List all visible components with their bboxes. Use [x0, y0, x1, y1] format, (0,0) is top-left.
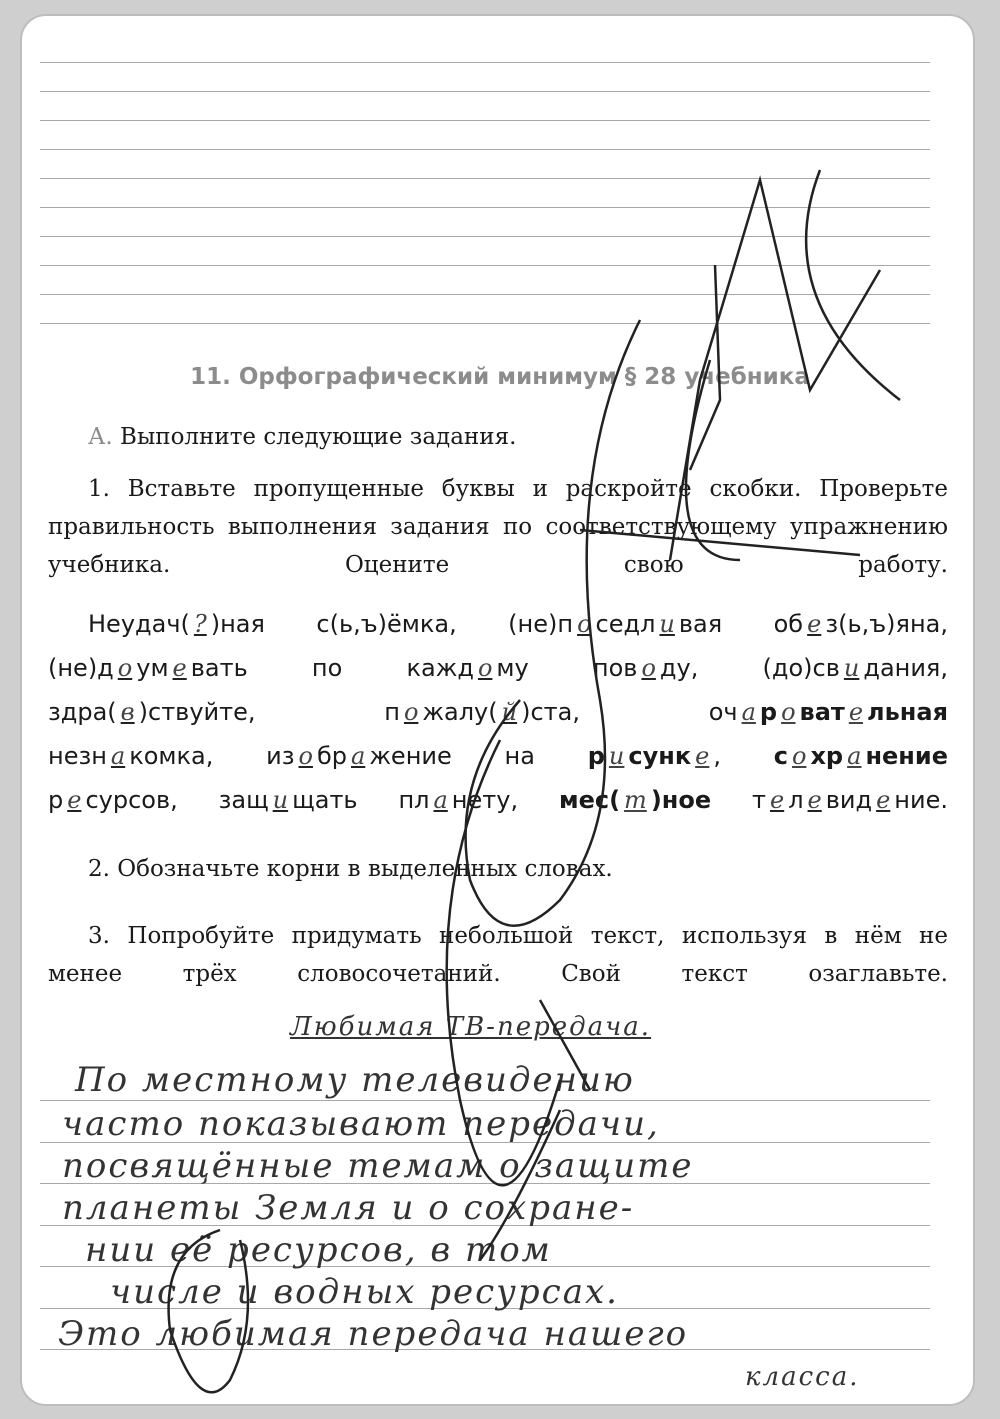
- ruled-line: [40, 265, 930, 266]
- handwritten-letter: е: [807, 786, 822, 814]
- handwritten-letter: е: [770, 786, 785, 814]
- handwritten-letter: и: [843, 654, 860, 682]
- printed-text: )ста, оч: [521, 698, 738, 726]
- handwritten-letter: и: [272, 786, 289, 814]
- printed-text: л: [788, 786, 804, 814]
- printed-text: льная: [867, 698, 948, 726]
- part-a-text: Выполните следующие задания.: [120, 424, 517, 450]
- printed-text: вая об: [678, 610, 804, 638]
- handwritten-line: посвящённые темам о защите: [62, 1146, 694, 1186]
- printed-text: нету,: [451, 786, 559, 814]
- printed-text: щать пл: [292, 786, 430, 814]
- printed-text: сунк: [628, 742, 692, 770]
- handwritten-letter: е: [876, 786, 891, 814]
- ruled-line: [40, 207, 930, 208]
- handwritten-letter: о: [117, 654, 133, 682]
- ruled-line: [40, 62, 930, 63]
- printed-text: р: [759, 698, 778, 726]
- printed-text: дания,: [863, 654, 948, 682]
- printed-text: ,: [713, 742, 774, 770]
- printed-text: з(ь,ъ)яна,: [825, 610, 949, 638]
- handwritten-letter: е: [807, 610, 822, 638]
- exercise-line: [48, 778, 948, 822]
- handwritten-letter: а: [741, 698, 756, 726]
- handwritten-letter: е: [172, 654, 187, 682]
- printed-text: ват: [799, 698, 845, 726]
- ruled-line: [40, 236, 930, 237]
- printed-text: жение на: [369, 742, 588, 770]
- handwritten-letter: о: [641, 654, 656, 682]
- handwritten-letter: о: [792, 742, 807, 770]
- printed-text: жалу(: [422, 698, 498, 726]
- handwritten-letter: а: [351, 742, 366, 770]
- handwritten-letter: а: [847, 742, 862, 770]
- printed-text: ум: [136, 654, 169, 682]
- handwritten-letter: о: [298, 742, 313, 770]
- ruled-line: [40, 120, 930, 121]
- handwritten-line: планеты Земля и о сохране-: [62, 1188, 635, 1228]
- task-3: 3. Попробуйте придумать небольшой текст, используя в нём не менее трёх словосочетаний. Свой текст озаглавьте.: [48, 923, 948, 987]
- printed-text: нение: [865, 742, 948, 770]
- task-2-text: 2. Обозначьте корни в выделенных словах.: [88, 856, 613, 882]
- exercise-line: [48, 646, 948, 690]
- printed-text: ду, (до)св: [659, 654, 840, 682]
- printed-text: сурсов, защ: [85, 786, 269, 814]
- handwritten-letter: т: [624, 786, 647, 814]
- ruled-line: [40, 323, 930, 324]
- printed-text: (не)д: [48, 654, 114, 682]
- task-1: 1. Вставьте пропущенные буквы и раскройте скобки. Проверьте правильность выполнения задания по соответствующему упражнению учебника. Оцените свою работу.: [48, 476, 948, 578]
- printed-text: )ствуйте, п: [138, 698, 400, 726]
- handwritten-line: часто показывают передачи,: [62, 1104, 660, 1144]
- handwritten-line: числе и водных ресурсах.: [110, 1272, 619, 1312]
- exercise-line: [48, 734, 948, 778]
- printed-text: р: [48, 786, 64, 814]
- printed-text: вид: [825, 786, 873, 814]
- printed-text: Неудач(: [88, 610, 190, 638]
- handwritten-letter: ?: [193, 610, 207, 638]
- handwritten-title: Любимая ТВ-передача.: [290, 1012, 652, 1042]
- printed-text: т: [711, 786, 766, 814]
- handwritten-letter: е: [67, 786, 82, 814]
- handwritten-line: нии её ресурсов, в том: [85, 1230, 552, 1270]
- printed-text: му пов: [496, 654, 638, 682]
- ruled-line: [40, 149, 930, 150]
- printed-text: хр: [810, 742, 844, 770]
- handwritten-letter: а: [433, 786, 448, 814]
- handwritten-letter: в: [120, 698, 135, 726]
- ruled-line: [40, 91, 930, 92]
- handwritten-letter: о: [477, 654, 493, 682]
- printed-text: вать по кажд: [190, 654, 474, 682]
- printed-text: мес(: [558, 786, 621, 814]
- section-heading: 11. Орфографический минимум § 28 учебника: [190, 364, 810, 390]
- printed-text: здра(: [48, 698, 117, 726]
- printed-text: с: [773, 742, 788, 770]
- handwritten-letter: и: [659, 610, 675, 638]
- handwritten-line: класса.: [745, 1362, 860, 1392]
- ruled-line: [40, 178, 930, 179]
- task-2: [48, 850, 948, 888]
- exercise-line: [48, 690, 948, 734]
- printed-text: )ное: [650, 786, 712, 814]
- printed-text: незн: [48, 742, 107, 770]
- ruled-line: [40, 1100, 930, 1101]
- ruled-line: [40, 294, 930, 295]
- printed-text: )ная с(ь,ъ)ёмка, (не)п: [210, 610, 574, 638]
- handwritten-letter: е: [695, 742, 710, 770]
- printed-text: бр: [316, 742, 347, 770]
- handwritten-letter: й: [501, 698, 518, 726]
- handwritten-letter: о: [403, 698, 419, 726]
- printed-text: комка, из: [129, 742, 295, 770]
- handwritten-line: Это любимая передача нашего: [58, 1314, 689, 1354]
- handwritten-letter: о: [577, 610, 592, 638]
- spelling-exercise: [48, 602, 948, 822]
- handwritten-letter: о: [781, 698, 796, 726]
- part-a-label: А.: [88, 424, 113, 450]
- printed-text: седл: [595, 610, 656, 638]
- part-a-instruction: [48, 418, 948, 456]
- handwritten-letter: а: [110, 742, 126, 770]
- handwritten-letter: е: [848, 698, 864, 726]
- exercise-line: [48, 602, 948, 646]
- printed-text: ние.: [894, 786, 948, 814]
- printed-text: р: [587, 742, 605, 770]
- handwritten-letter: и: [608, 742, 625, 770]
- handwritten-line: По местному телевидению: [75, 1060, 635, 1100]
